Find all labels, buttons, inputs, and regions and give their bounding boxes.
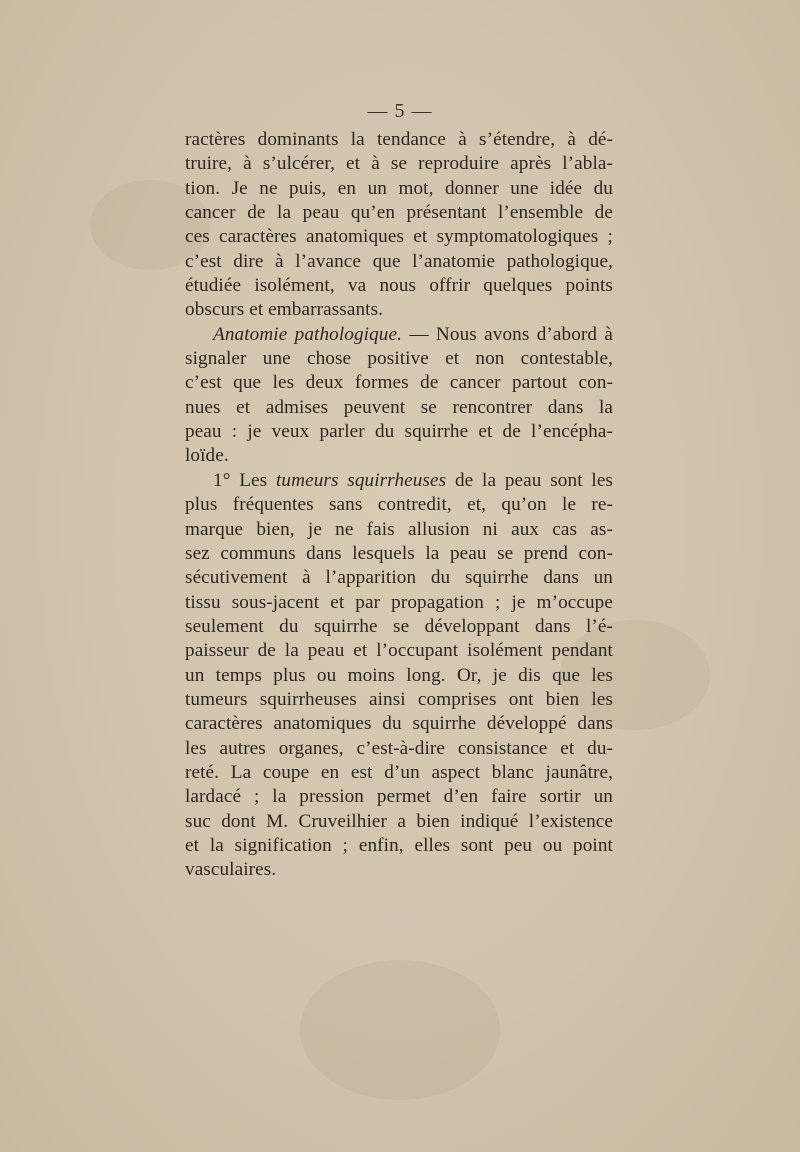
text-line: peau : je veux parler du squirrhe et de l’encépha-	[185, 421, 613, 443]
section-heading: Anatomie pathologique.	[213, 323, 403, 345]
text-span: 1° Les	[213, 469, 276, 491]
text-line: et la signification ; enfin, elles sont peu ou point	[185, 834, 613, 856]
text-span: de la peau sont les	[446, 469, 613, 491]
emphasis-term: tumeurs squirrheuses	[276, 469, 447, 491]
text-line: ractères dominants la tendance à s’étendre, à dé-	[185, 129, 613, 150]
text-line: c’est que les deux formes de cancer partout con-	[185, 372, 613, 394]
text-line: reté. La coupe en est d’un aspect blanc jaunâtre,	[185, 761, 613, 783]
text-line: étudiée isolément, va nous offrir quelques points	[185, 275, 613, 297]
text-line: sécutivement à l’apparition du squirrhe dans un	[185, 567, 613, 589]
text-line: suc dont M. Cruveilhier a bien indiqué l’existence	[185, 810, 613, 832]
text-line: seulement du squirrhe se développant dans l’é-	[185, 615, 613, 637]
page-number: — 5 —	[367, 100, 433, 122]
text-line: tissu sous-jacent et par propagation ; je m’occupe	[185, 591, 613, 613]
text-span: — Nous avons d’abord à	[402, 323, 614, 345]
paper-stain	[300, 960, 500, 1100]
text-line: nues et admises peuvent se rencontrer dans la	[185, 396, 613, 418]
text-line	[185, 323, 613, 347]
text-line: sez communs dans lesquels la peau se prend con-	[185, 542, 613, 564]
text-line: vasculaires.	[185, 859, 277, 881]
text-line: un temps plus ou moins long. Or, je dis que les	[185, 664, 613, 686]
text-line: signaler une chose positive et non contestable,	[185, 348, 613, 370]
text-line: lardacé ; la pression permet d’en faire sortir un	[185, 786, 613, 808]
text-line: tumeurs squirrheuses ainsi comprises ont bien les	[185, 688, 613, 710]
text-line	[185, 469, 613, 493]
text-line: loïde.	[185, 445, 229, 467]
text-line: tion. Je ne puis, en un mot, donner une idée du	[185, 177, 613, 199]
text-line: caractères anatomiques du squirrhe développé dans	[185, 713, 613, 735]
text-line: ces caractères anatomiques et symptomatologiques ;	[185, 226, 613, 248]
text-line: plus fréquentes sans contredit, et, qu’on le re-	[185, 494, 613, 516]
text-line: obscurs et embarrassants.	[185, 299, 384, 321]
text-line: cancer de la peau qu’en présentant l’ensemble de	[185, 202, 613, 224]
text-line: c’est dire à l’avance que l’anatomie pathologique,	[185, 250, 613, 272]
text-line: truire, à s’ulcérer, et à se reproduire après l’abla-	[185, 153, 613, 175]
body-text	[185, 128, 613, 883]
text-line: marque bien, je ne fais allusion ni aux cas as-	[185, 518, 613, 540]
text-line: paisseur de la peau et l’occupant isolément pendant	[185, 640, 613, 662]
text-line: les autres organes, c’est-à-dire consistance et du-	[185, 737, 613, 759]
